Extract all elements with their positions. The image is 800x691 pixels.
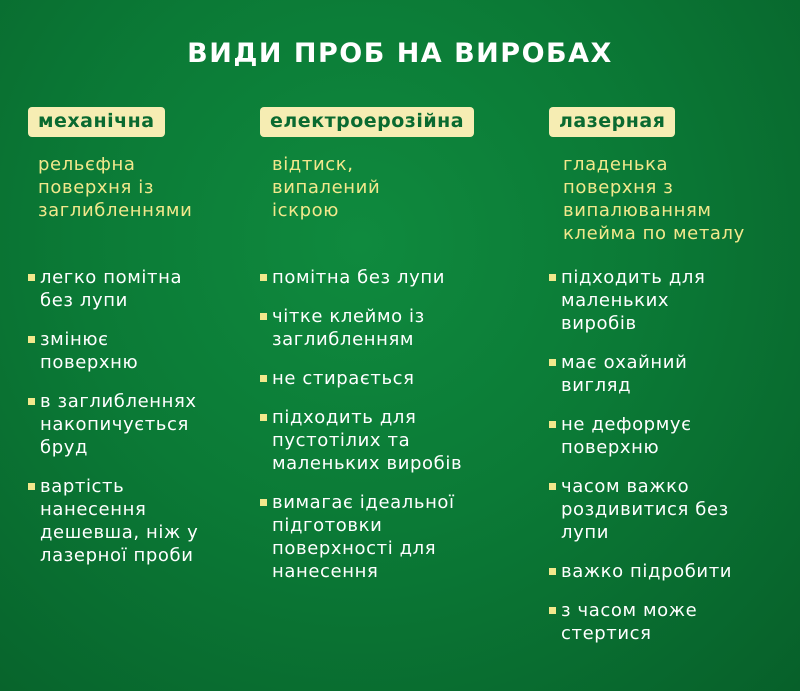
bullet-icon xyxy=(260,274,267,281)
column-heading: механічна xyxy=(28,107,165,137)
list-item: підходить для пустотілих та маленьких виробів xyxy=(260,406,500,475)
list-item: легко помітна без лупи xyxy=(28,266,238,312)
list-item: не деформує поверхню xyxy=(549,413,779,459)
bullet-icon xyxy=(28,483,35,490)
column-laser xyxy=(549,107,779,245)
bullet-icon xyxy=(549,359,556,366)
list-item: в заглибленнях накопичується бруд xyxy=(28,390,238,459)
bullet-icon xyxy=(549,607,556,614)
list-item: підходить для маленьких виробів xyxy=(549,266,779,335)
bullet-icon xyxy=(260,499,267,506)
list-item: часом важко роздивитися без лупи xyxy=(549,475,779,544)
list-item: має охайний вигляд xyxy=(549,351,779,397)
column-electroerosion xyxy=(260,107,500,222)
bullet-icon xyxy=(260,313,267,320)
column-description: відтиск, випалений іскрою xyxy=(272,154,381,221)
bullet-icon xyxy=(28,398,35,405)
bullet-icon xyxy=(260,375,267,382)
list-item: чітке клеймо із заглибленням xyxy=(260,305,500,351)
feature-list-electroerosion xyxy=(260,266,500,599)
list-item: не стирається xyxy=(260,367,500,390)
list-item: помітна без лупи xyxy=(260,266,500,289)
feature-list-mechanical xyxy=(28,266,238,583)
bullet-icon xyxy=(28,336,35,343)
list-item: вартість нанесення дешевша, ніж у лазерної проби xyxy=(28,475,238,567)
bullet-icon xyxy=(549,568,556,575)
bullet-icon xyxy=(549,483,556,490)
list-item: вимагає ідеальної підготовки поверхності для нанесення xyxy=(260,491,500,583)
column-description: рельєфна поверхня із заглибленнями xyxy=(38,154,193,221)
list-item: змінює поверхню xyxy=(28,328,238,374)
feature-list-laser xyxy=(549,266,779,661)
bullet-icon xyxy=(549,274,556,281)
bullet-icon xyxy=(549,421,556,428)
column-mechanical xyxy=(28,107,238,222)
column-heading: електроерозійна xyxy=(260,107,474,137)
list-item: з часом може стертися xyxy=(549,599,779,645)
page-title: ВИДИ ПРОБ НА ВИРОБАХ xyxy=(187,38,613,69)
bullet-icon xyxy=(260,414,267,421)
column-heading: лазерная xyxy=(549,107,675,137)
column-description: гладенька поверхня з випалюванням клейма по металу xyxy=(563,154,745,244)
list-item: важко підробити xyxy=(549,560,779,583)
bullet-icon xyxy=(28,274,35,281)
